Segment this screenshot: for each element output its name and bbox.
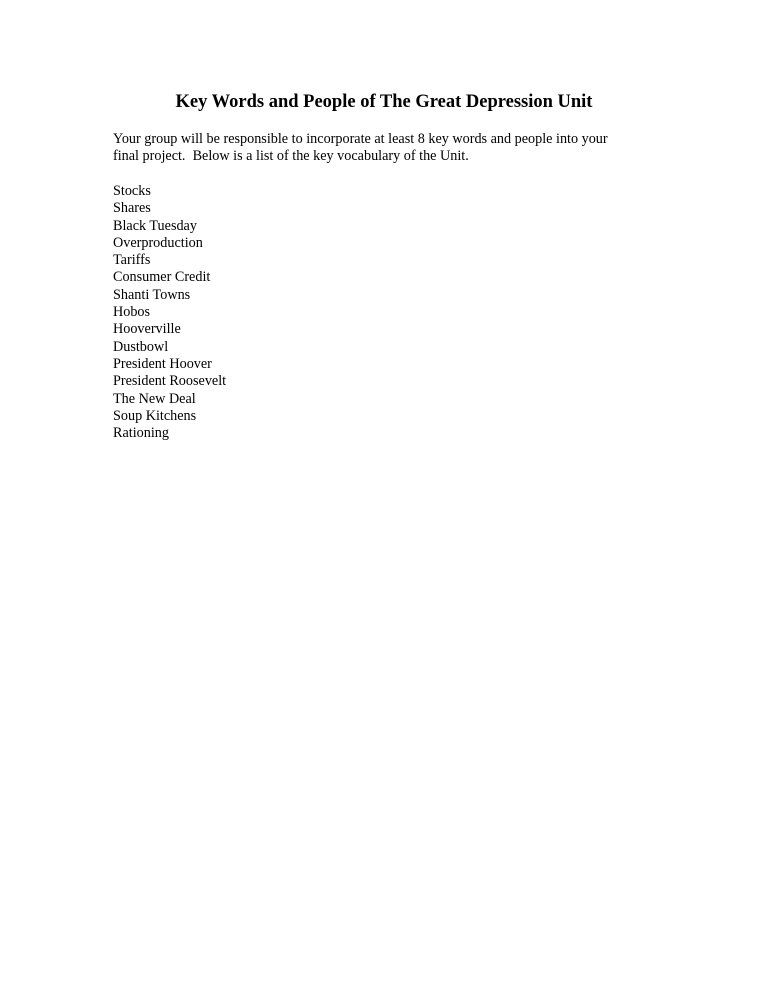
- list-item: Rationing: [113, 425, 169, 442]
- intro-line: final project. Below is a list of the key vocabulary of the Unit.: [113, 148, 469, 165]
- list-item: Hobos: [113, 304, 151, 321]
- list-item: President Hoover: [113, 355, 212, 372]
- list-item: Shanti Towns: [113, 286, 191, 303]
- list-item: Overproduction: [113, 234, 203, 251]
- list-item: Consumer Credit: [113, 269, 211, 286]
- list-item: Stocks: [113, 183, 151, 199]
- list-item: Shares: [113, 200, 151, 217]
- list-item: President Roosevelt: [113, 373, 227, 390]
- list-item: Hooverville: [113, 321, 181, 338]
- list-item: Tariffs: [113, 252, 151, 269]
- intro-paragraph: [113, 131, 673, 166]
- document-title: Key Words and People of The Great Depression Unit: [175, 92, 593, 112]
- key-terms-list: [113, 183, 226, 442]
- list-item: Black Tuesday: [113, 217, 197, 234]
- intro-line: Your group will be responsible to incorporate at least 8 key words and people into your: [113, 131, 608, 147]
- list-item: Soup Kitchens: [113, 407, 197, 424]
- list-item: The New Deal: [113, 390, 196, 407]
- list-item: Dustbowl: [113, 338, 169, 355]
